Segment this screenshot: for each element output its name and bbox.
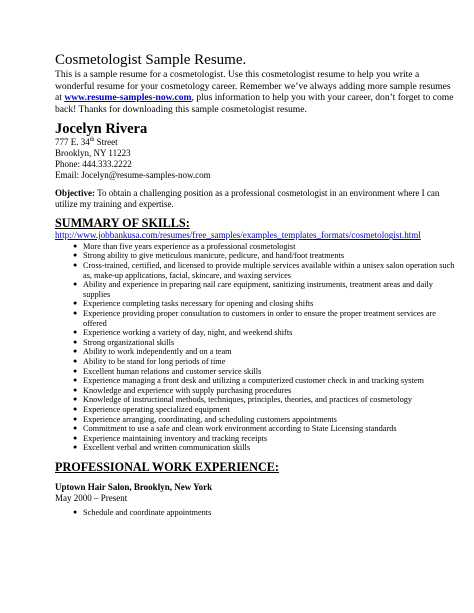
resume-samples-link[interactable]: www.resume-samples-now.com: [64, 92, 192, 104]
bullet-icon: ●: [73, 241, 78, 250]
list-item-text: Strong ability to give meticulous manicure, pedicure, and hand/foot treatments: [83, 251, 345, 261]
list-item-text: Experience maintaining inventory and tracking receipts: [83, 433, 268, 443]
list-item-text: Experience completing tasks necessary for opening and closing shifts: [83, 299, 314, 309]
list-item-text: Ability to work independently and on a team: [83, 347, 232, 357]
list-item-text: Experience providing proper consultation to customers in order to ensure the proper treatment services are offered: [83, 309, 436, 328]
bullet-icon: ●: [73, 366, 78, 375]
list-item-text: Ability to be stand for long periods of time: [83, 357, 226, 366]
list-item: [55, 405, 455, 415]
list-item: [55, 395, 455, 405]
street-address: [55, 137, 455, 148]
list-item: [55, 415, 455, 425]
bullet-icon: ●: [73, 395, 78, 404]
bullet-icon: ●: [73, 507, 78, 516]
list-item-text: Knowledge of instructional methods, techniques, principles, theories, and practices of cosmetology: [83, 395, 413, 405]
list-item: [55, 386, 455, 396]
list-item: [55, 367, 455, 377]
intro-paragraph: [55, 69, 455, 115]
list-item: [55, 261, 455, 280]
list-item: [55, 376, 455, 386]
bullet-icon: ●: [73, 443, 78, 452]
bullet-icon: ●: [73, 347, 78, 356]
skills-list: [55, 242, 455, 453]
list-item-text: Excellent human relations and customer service skills: [83, 366, 262, 376]
bullet-icon: ●: [73, 357, 78, 365]
city-line: Brooklyn, NY 11223: [55, 148, 131, 159]
bullet-icon: ●: [73, 309, 78, 318]
experience-heading: PROFESSIONAL WORK EXPERIENCE:: [55, 459, 279, 474]
bullet-icon: ●: [73, 376, 78, 385]
jobbankusa-link[interactable]: http://www.jobbankusa.com/resumes/free_samples/examples_templates_formats/cosmetologist.html: [55, 230, 421, 241]
document-title: Cosmetologist Sample Resume.: [55, 52, 247, 68]
list-item: [55, 357, 455, 367]
objective-section: [55, 188, 455, 210]
bullet-icon: ●: [73, 261, 78, 270]
list-item-text: Knowledge and experience with supply purchasing procedures: [83, 385, 292, 395]
list-item-text: Ability and experience in preparing nail care equipment, sanitizing instruments, treatment areas and daily supplies: [83, 280, 433, 299]
list-item: [55, 443, 455, 453]
list-item: [55, 508, 455, 518]
bullet-icon: ●: [73, 251, 78, 260]
list-item: [55, 347, 455, 357]
list-item: [55, 299, 455, 309]
bullet-icon: ●: [73, 433, 78, 442]
bullet-icon: ●: [73, 280, 78, 289]
intro-text-after: , plus information to help you with your career, don’t forget to come back! Thanks for downloading this sample cosmetologist resume.: [55, 92, 454, 115]
list-item: [55, 328, 455, 338]
list-item-text: Commitment to use a safe and clean work environment according to State Licensing standards: [83, 424, 397, 434]
list-item: [55, 280, 455, 299]
bullet-icon: ●: [73, 328, 78, 337]
list-item-text: Schedule and coordinate appointments: [83, 507, 212, 517]
email-line: Email: Jocelyn@resume-samples-now.com: [55, 170, 211, 181]
list-item: [55, 338, 455, 348]
objective-label: Objective:: [55, 188, 95, 199]
bullet-icon: ●: [73, 414, 78, 423]
street-ordinal: th: [89, 137, 95, 144]
list-item-text: Experience managing a front desk and utilizing a computerized customer check in and tracking system: [83, 376, 424, 386]
list-item-text: Experience operating specialized equipment: [83, 404, 230, 414]
list-item: [55, 434, 455, 444]
list-item: [55, 242, 455, 252]
skills-heading: SUMMARY OF SKILLS:: [55, 216, 190, 231]
resume-page: [55, 52, 455, 518]
list-item-text: Experience arranging, coordinating, and scheduling customers appointments: [83, 414, 337, 424]
objective-text: To obtain a challenging position as a professional cosmetologist in an environment where I can utilize my training and expertise.: [55, 188, 440, 210]
phone-line: Phone: 444.333.2222: [55, 159, 132, 170]
job-duties-list: [55, 508, 455, 518]
bullet-icon: ●: [73, 299, 78, 308]
list-item-text: Cross-trained, certified, and licensed to provide multiple services available within a unisex salon operation such as, make-up applications, facial, skincare, and waxing services: [83, 261, 455, 280]
street-suffix: Street: [94, 137, 118, 148]
company-name: Uptown Hair Salon, Brooklyn, New York: [55, 481, 213, 492]
list-item: [55, 424, 455, 434]
intro-text-before: This is a sample resume for a cosmetologist. Use this cosmetologist resume to help you write a wonderful resume for your cosmetology career. Remember we’ve always adding more sample resumes at: [55, 69, 451, 104]
street-number: 777 E. 34: [55, 137, 90, 148]
employment-dates: May 2000 – Present: [55, 492, 128, 503]
list-item-text: Excellent verbal and written communication skills: [83, 443, 251, 453]
applicant-name: Jocelyn Rivera: [55, 121, 148, 138]
list-item-text: More than five years experience as a professional cosmetologist: [83, 241, 296, 251]
bullet-icon: ●: [73, 337, 78, 346]
bullet-icon: ●: [73, 404, 78, 413]
bullet-icon: ●: [73, 424, 78, 433]
list-item: [55, 309, 455, 328]
list-item-text: Experience working a variety of day, night, and weekend shifts: [83, 328, 293, 338]
list-item: [55, 251, 455, 261]
list-item-text: Strong organizational skills: [83, 337, 175, 347]
bullet-icon: ●: [73, 385, 78, 394]
